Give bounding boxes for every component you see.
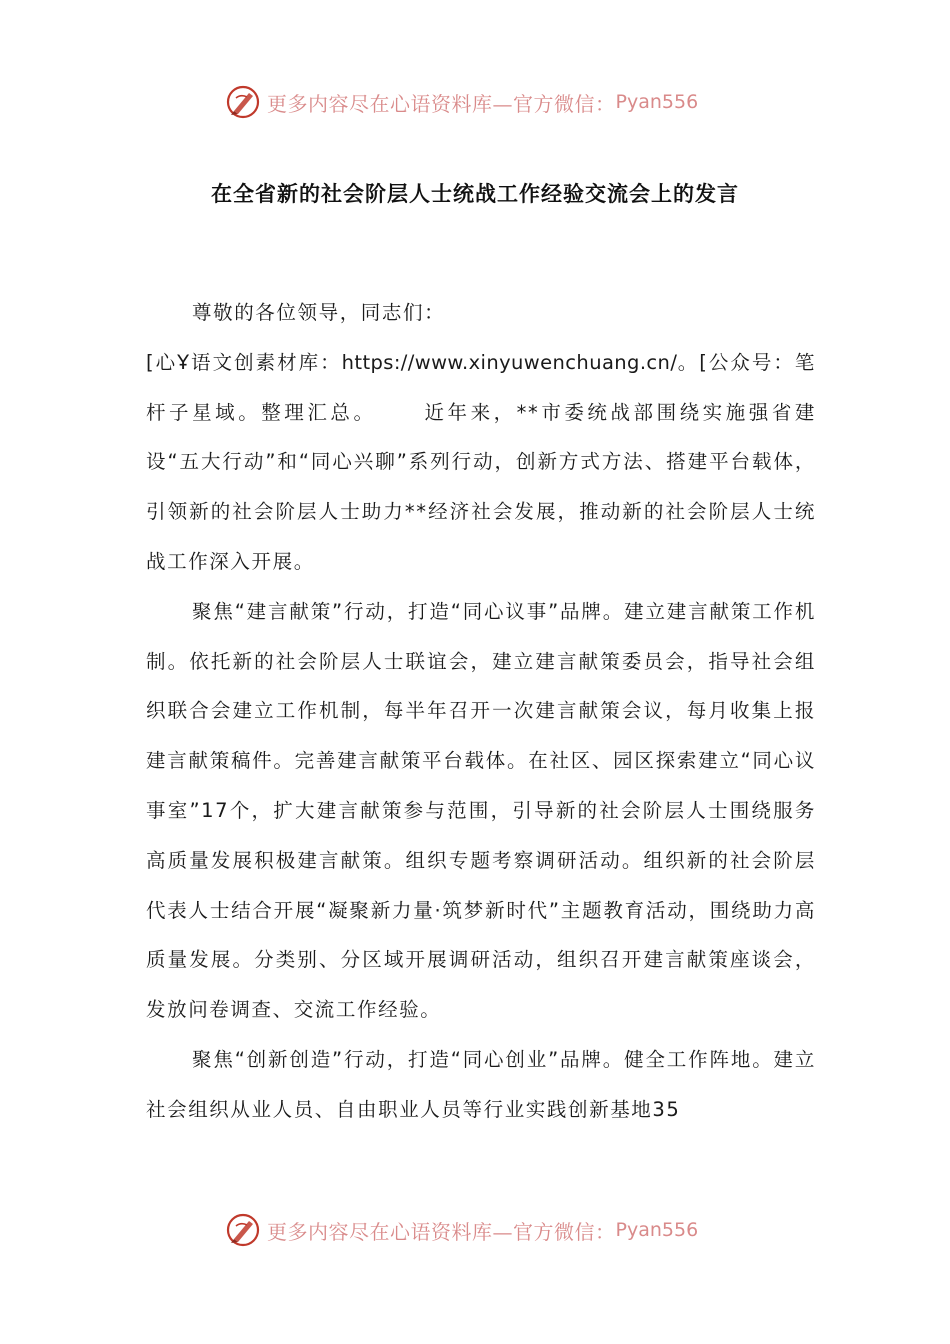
source-url: https://www.xinyuwenchuang.cn/ — [341, 350, 678, 374]
pen-logo-icon — [225, 1212, 261, 1248]
paragraph-1: 聚焦“建言献策”行动，打造“同心议事”品牌。建立建言献策工作机制。依托新的社会阶层人士联谊会，建立建言献策委员会，指导社会组织联合会建立工作机制，每半年召开一次建言献策会议，每月收集上报建言献策稿件。完善建言献策平台载体。在社区、园区探索建立“同心议事室”17个，扩大建言献策参与范围，引导新的社会阶层人士围绕服务高质量发展积极建言献策。组织专题考察调研活动。组织新的社会阶层代表人士结合开展“凝聚新力量·筑梦新时代”主题教育活动，围绕助力高质量发展。分类别、分区域开展调研活动，组织召开建言献策座谈会，发放问卷调查、交流工作经验。 — [146, 599, 816, 1022]
document-title: 在全省新的社会阶层人士统战工作经验交流会上的发言 — [211, 182, 739, 206]
header-banner-text: 更多内容尽在心语资料库—官方微信： — [267, 91, 616, 116]
source-suffix: 。[公众号：笔杆子星域。整理汇总。 — [146, 350, 816, 424]
header-wechat-id: Pyan556 — [615, 91, 699, 113]
pen-logo-icon — [225, 84, 261, 120]
document-body — [146, 288, 816, 1135]
footer-banner-text: 更多内容尽在心语资料库—官方微信： — [267, 1219, 616, 1244]
source-prefix: [心Ұ语文创素材库： — [146, 350, 342, 374]
intro-paragraph — [146, 338, 816, 587]
paragraph-2: 聚焦“创新创造”行动，打造“同心创业”品牌。健全工作阵地。建立社会组织从业人员、自由职业人员等行业实践创新基地35 — [146, 1047, 816, 1121]
salutation: 尊敬的各位领导，同志们： — [192, 301, 446, 324]
intro-text: 近年来，**市委统战部围绕实施强省建设“五大行动”和“同心兴聊”系列行动，创新方式方法、搭建平台载体，引领新的社会阶层人士助力**经济社会发展，推动新的社会阶层人士统战工作深入开展。 — [146, 400, 816, 573]
footer-banner — [225, 1210, 745, 1250]
footer-wechat-id: Pyan556 — [615, 1219, 699, 1241]
header-banner — [225, 82, 745, 122]
